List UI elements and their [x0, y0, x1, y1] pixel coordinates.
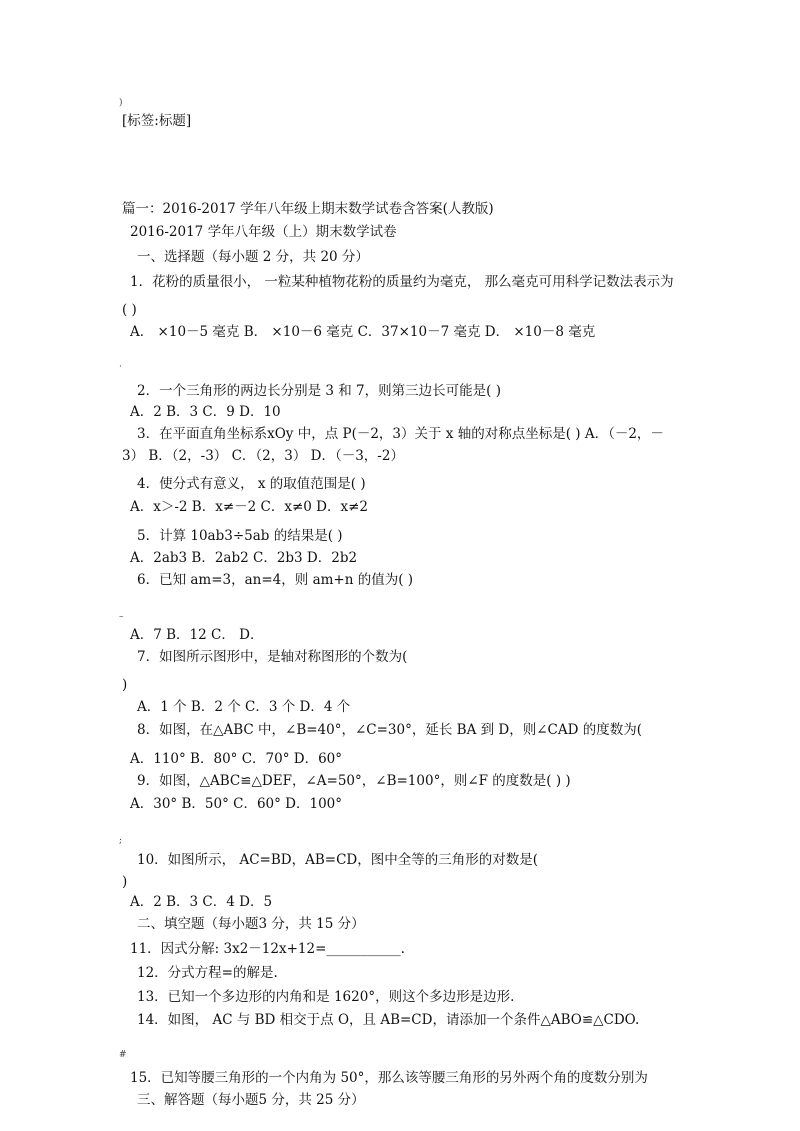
stray-mark: ·: [119, 362, 122, 372]
q14: 14．如图， AC 与 BD 相交于点 O，且 AB=CD，请添加一个条件△ABO≌△CDO.: [137, 1012, 640, 1028]
q4-options: A．x＞-2 B．x≠－2 C．x≠0 D．x≠2: [130, 499, 369, 515]
q7-stem: 7．如图所示图形中，是轴对称图形的个数为(: [137, 649, 408, 665]
q1-stem: 1．花粉的质量很小， 一粒某种植物花粉的质量约为毫克， 那么毫克可用科学记数法表示为: [130, 274, 674, 290]
stray-mark: ): [119, 98, 123, 108]
part1-header: 一、选择题（每小题 2 分，共 20 分）: [137, 249, 369, 265]
q10-stem: 10．如图所示， AC=BD，AB=CD，图中全等的三角形的对数是(: [137, 852, 539, 868]
q8-stem: 8．如图，在△ABC 中，∠B=40°，∠C=30°，延长 BA 到 D，则∠CAD 的度数为(: [137, 722, 643, 738]
exam-title: 2016-2017 学年八年级（上）期末数学试卷: [130, 224, 397, 240]
q10-options: A．2 B．3 C．4 D．5: [130, 894, 273, 910]
q11: 11．因式分解: 3x2－12x+12=___________.: [130, 941, 405, 957]
section-title: 篇一：2016-2017 学年八年级上期末数学试卷含答案(人教版): [122, 201, 494, 217]
q2-stem: 2．一个三角形的两边长分别是 3 和 7，则第三边长可能是( ): [137, 383, 501, 399]
q8-options: A．110° B．80° C．70° D．60°: [130, 751, 342, 767]
part3-header: 三、解答题（每小题5 分，共 25 分）: [137, 1092, 365, 1108]
q15: 15．已知等腰三角形的一个内角为 50°，那么该等腰三角形的另外两个角的度数分别为: [130, 1070, 648, 1086]
q5-stem: 5．计算 10ab3÷5ab 的结果是( ): [137, 528, 343, 544]
q7-paren: ): [122, 677, 128, 693]
q6-options: A．7 B．12 C． D．: [130, 627, 264, 643]
q2-options: A．2 B．3 C．9 D．10: [130, 404, 281, 420]
stray-mark: #: [119, 1050, 127, 1060]
q7-options: A．1 个 B．2 个 C．3 个 D．4 个: [137, 699, 351, 715]
q13: 13．已知一个多边形的内角和是 1620°，则这个多边形是边形.: [137, 989, 515, 1005]
q3-line1: 3．在平面直角坐标系xOy 中，点 P(－2，3）关于 x 轴的对称点坐标是( ) A．（－2，－: [137, 426, 664, 442]
q1-options: A． ×10－5 毫克 B． ×10－6 毫克 C．37×10－7 毫克 D． ×10－8 毫克: [130, 324, 596, 340]
q6-stem: 6．已知 am=3，an=4，则 am+n 的值为( ): [137, 572, 414, 588]
q5-options: A．2ab3 B．2ab2 C．2b3 D．2b2: [130, 550, 358, 566]
part2-header: 二、填空题（每小题3 分，共 15 分）: [137, 916, 365, 932]
q9-options: A．30° B．50° C．60° D．100°: [130, 796, 342, 812]
tag-line: [标签:标题]: [122, 113, 192, 129]
q10-paren: ): [122, 874, 128, 890]
q1-paren: ( ): [122, 302, 137, 318]
stray-mark: –: [119, 612, 124, 622]
q4-stem: 4．使分式有意义， x 的取值范围是( ): [137, 476, 366, 492]
q9-stem: 9．如图，△ABC≌△DEF，∠A=50°，∠B=100°，则∠F 的度数是( ) ): [137, 773, 571, 789]
q3-line2: 3） B．（2，-3） C．（2，3） D．（－3，-2）: [122, 448, 404, 464]
q12: 12．分式方程=的解是.: [137, 965, 278, 981]
stray-mark: ;: [119, 836, 123, 846]
